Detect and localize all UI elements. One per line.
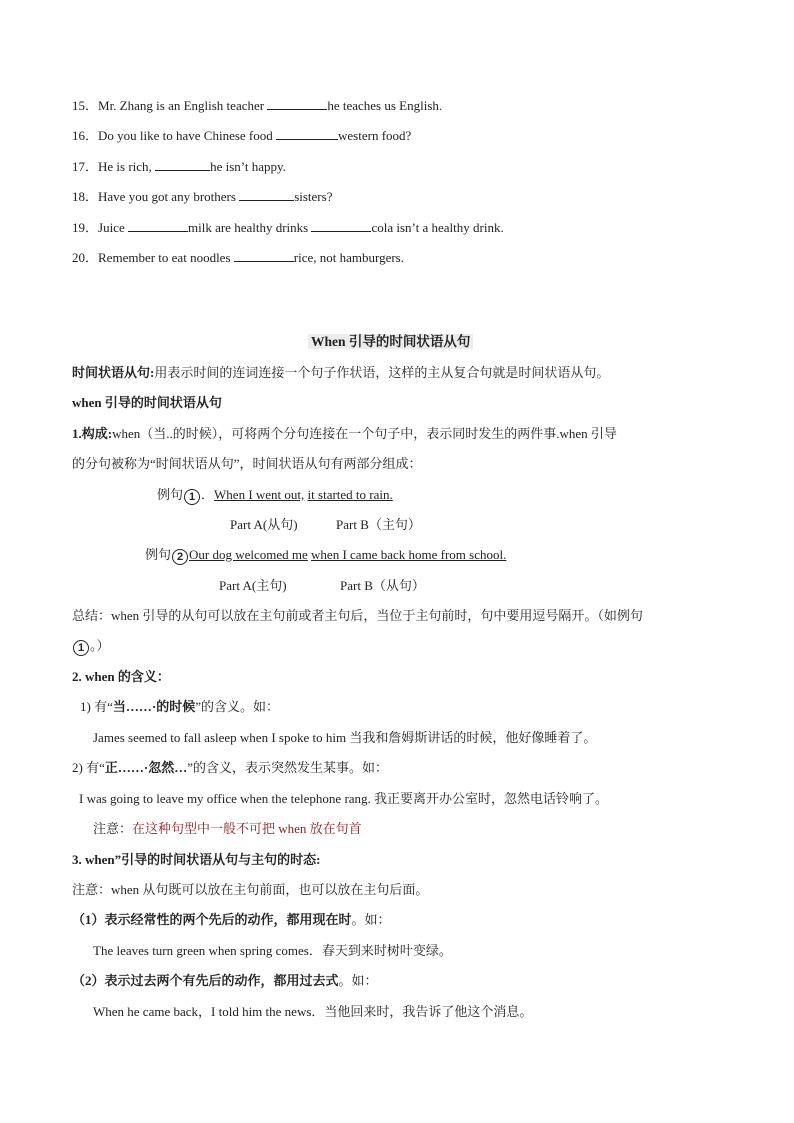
answer-blank[interactable]	[155, 158, 210, 171]
part2-note: 注意：在这种句型中一般不可把 when 放在句首	[93, 821, 362, 836]
part2-item2: 2) 有“正……·忽然…”的含义，表示突然发生某事。如：	[72, 760, 388, 775]
part3-rule2: （2）表示过去两个有先后的动作，都用过去式。如：	[72, 973, 378, 988]
example-2-label-b: Part B（从句）	[340, 578, 425, 593]
answer-blank[interactable]	[128, 219, 188, 232]
part2-item1: 1) 有“当……·的时候”的含义。如：	[80, 699, 279, 714]
exercise-number: 16．	[72, 128, 99, 143]
circled-number: 1	[184, 489, 200, 505]
part3-rule1-example: The leaves turn green when spring comes．春天到来时树叶变绿。	[93, 943, 452, 958]
answer-blank[interactable]	[267, 97, 327, 110]
example-1-label-b: Part B（主句）	[336, 517, 421, 532]
part3-rule2-example: When he came back，I told him the news．当他回来时，我告诉了他这个消息。	[93, 1004, 533, 1019]
exercise-item: 15．Mr. Zhang is an English teacher he teaches us English.	[72, 98, 443, 113]
part2-item1-example: James seemed to fall asleep when I spoke to him 当我和詹姆斯讲话的时候，他好像睡着了。	[93, 730, 597, 745]
example-clause-a: When I went out,	[214, 487, 305, 502]
exercise-item: 16．Do you like to have Chinese food western food?	[72, 128, 412, 143]
definition-label: 时间状语从句:	[72, 365, 155, 380]
part2-item2-example: I was going to leave my office when the telephone rang. 我正要离开办公室时，忽然电话铃响了。	[79, 791, 609, 806]
part3-rule1: （1）表示经常性的两个先后的动作，都用现在时。如：	[72, 912, 391, 927]
summary-line2: 1 。）	[72, 637, 110, 656]
answer-blank[interactable]	[311, 219, 371, 232]
part3-heading: 3. when”引导的时间状语从句与主句的时态:	[72, 852, 321, 867]
exercise-number: 20．	[72, 250, 99, 265]
part2-heading: 2. when 的含义：	[72, 669, 170, 684]
definition-text: 用表示时间的连词连接一个句子作状语，这样的主从复合句就是时间状语从句。	[154, 365, 610, 380]
example-2: 例句 2 Our dog welcomed me when I came back home from school.	[145, 547, 507, 563]
exercise-item: 19．Juice milk are healthy drinks cola isn’t a healthy drink.	[72, 220, 504, 235]
example-clause-a: Our dog welcomed me	[189, 547, 308, 562]
section-title: When 引导的时间状语从句	[308, 333, 473, 351]
example-2-label-a: Part A(主句)	[219, 578, 287, 593]
summary-line1: 总结：when 引导的从句可以放在主句前或者主句后，当位于主句前时，句中要用逗号隔开。（如例句	[72, 608, 643, 623]
part1-line2: 的分句被称为“时间状语从句”，时间状语从句有两部分组成：	[72, 456, 422, 471]
part3-note: 注意：when 从句既可以放在主句前面，也可以放在主句后面。	[72, 882, 429, 897]
exercise-number: 15．	[72, 98, 99, 113]
example-1: 例句 1 ．When I went out, it started to rain.	[157, 487, 393, 503]
example-clause-b: when I came back home from school.	[311, 547, 507, 562]
exercise-number: 18．	[72, 189, 99, 204]
exercise-item: 18．Have you got any brothers sisters?	[72, 189, 333, 204]
answer-blank[interactable]	[234, 249, 294, 262]
circled-number: 1	[73, 640, 89, 656]
note-highlight: 在这种句型中一般不可把 when 放在句首	[132, 821, 362, 836]
part1-label: 1.构成:	[72, 426, 113, 441]
exercise-item: 17．He is rich, he isn’t happy.	[72, 159, 286, 174]
definition	[72, 364, 609, 382]
example-clause-b: it started to rain.	[307, 487, 393, 502]
exercise-number: 19．	[72, 220, 99, 235]
example-1-label-a: Part A(从句)	[230, 517, 298, 532]
answer-blank[interactable]	[276, 127, 338, 140]
subheading: when 引导的时间状语从句	[72, 395, 222, 410]
exercise-item: 20．Remember to eat noodles rice, not hamburgers.	[72, 250, 404, 265]
circled-number: 2	[172, 549, 188, 565]
exercise-number: 17．	[72, 159, 99, 174]
part1-line1: 1.构成:when（当..的时候），可将两个分句连接在一个句子中，表示同时发生的两件事.when 引导	[72, 426, 617, 441]
answer-blank[interactable]	[239, 188, 294, 201]
